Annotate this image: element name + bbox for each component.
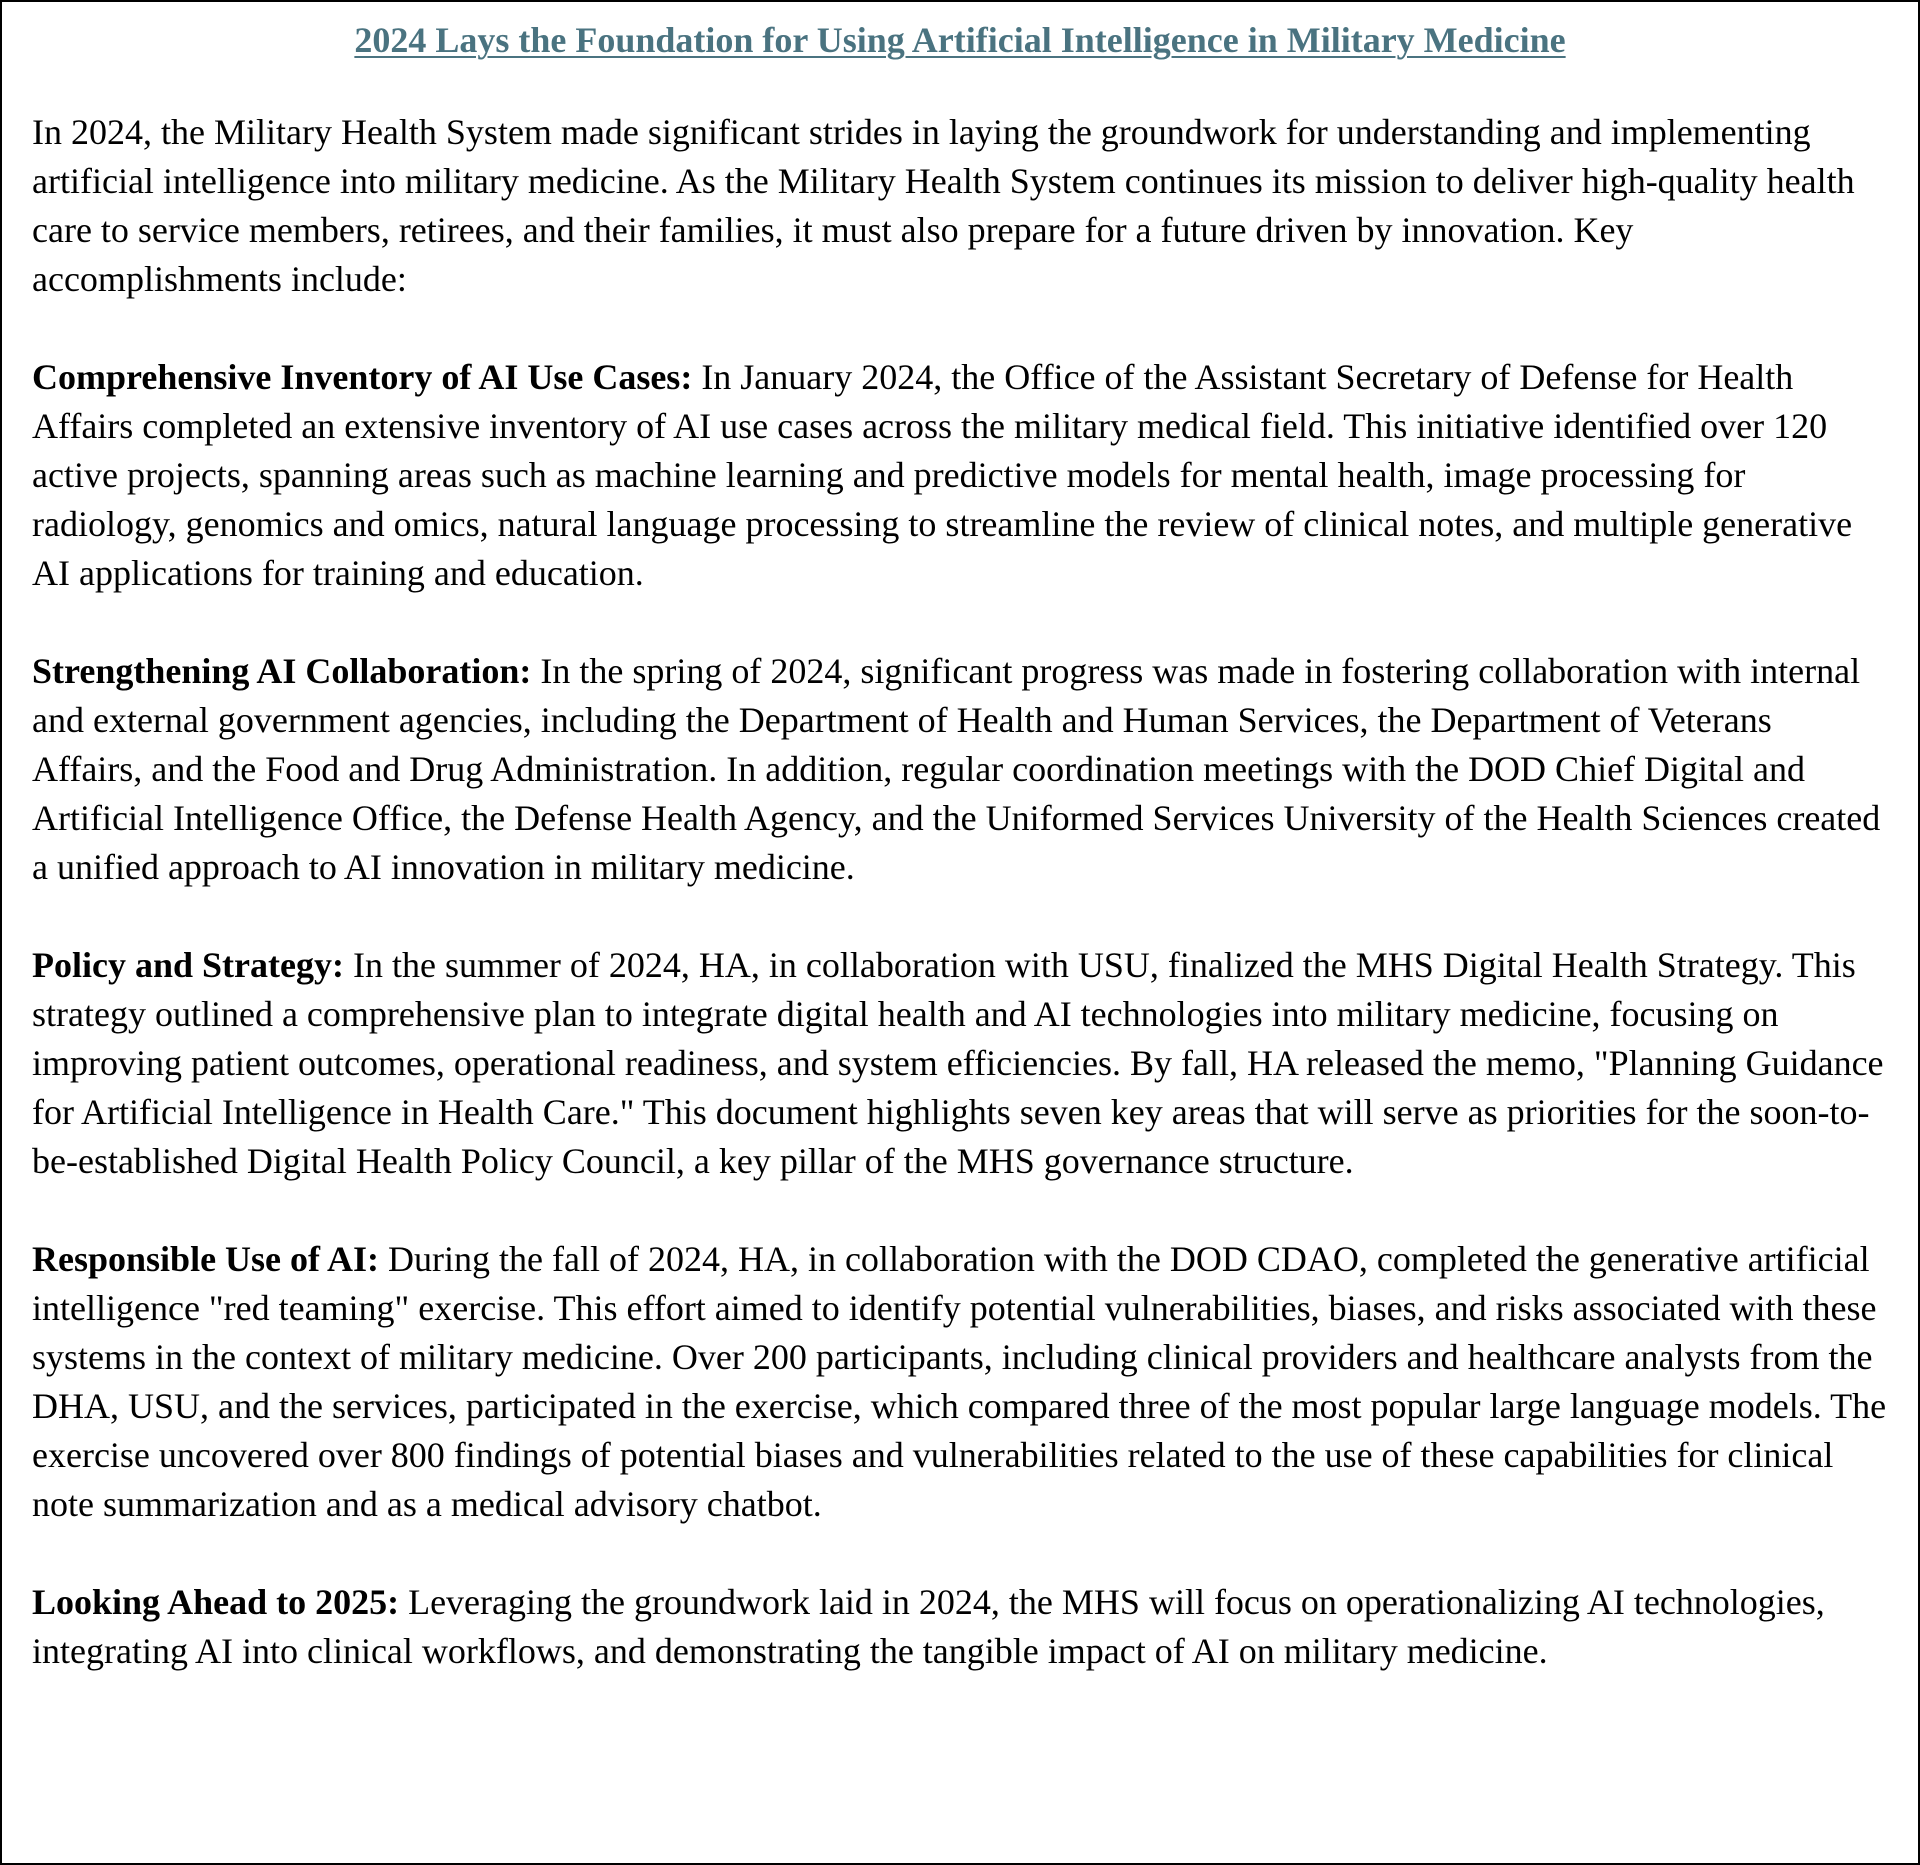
section-ai-inventory [32,353,1888,598]
section-heading: Responsible Use of AI: [32,1239,380,1279]
section-heading: Looking Ahead to 2025: [32,1582,400,1622]
section-body: In January 2024, the Office of the Assistant Secretary of Defense for Health Affairs completed an extensive inventory of AI use cases across the military medical field. This initiative identified over 120 active projects, spanning areas such as machine learning and predictive models for mental health, image processing for radiology, genomics and omics, natural language processing to streamline the review of clinical notes, and multiple generative AI applications for training and education. [32,357,1853,593]
section-responsible-use [32,1235,1888,1529]
section-body: During the fall of 2024, HA, in collaboration with the DOD CDAO, completed the generative artificial intelligence "red teaming" exercise. This effort aimed to identify potential vulnerabilities, biases, and risks associated with these systems in the context of military medicine. Over 200 participants, including clinical providers and healthcare analysts from the DHA, USU, and the services, participated in the exercise, which compared three of the most popular large language models. The exercise uncovered over 800 findings of potential biases and vulnerabilities related to the use of these capabilities for clinical note summarization and as a medical advisory chatbot. [32,1239,1887,1524]
document-title: 2024 Lays the Foundation for Using Artificial Intelligence in Military Medicine [354,20,1566,60]
section-looking-ahead [32,1578,1888,1676]
section-body: In the summer of 2024, HA, in collaboration with USU, finalized the MHS Digital Health Strategy. This strategy outlined a comprehensive plan to integrate digital health and AI technologies into military medicine, focusing on improving patient outcomes, operational readiness, and system efficiencies. By fall, HA released the memo, "Planning Guidance for Artificial Intelligence in Health Care." This document highlights seven key areas that will serve as priorities for the soon-to-be-established Digital Health Policy Council, a key pillar of the MHS governance structure. [32,945,1884,1181]
section-body: Leveraging the groundwork laid in 2024, the MHS will focus on operationalizing AI technologies, integrating AI into clinical workflows, and demonstrating the tangible impact of AI on military medicine. [32,1582,1825,1671]
section-ai-collaboration [32,647,1888,892]
intro-paragraph: In 2024, the Military Health System made significant strides in laying the groundwork for understanding and implementing artificial intelligence into military medicine. As the Military Health System continues its mission to deliver high-quality health care to service members, retirees, and their families, it must also prepare for a future driven by innovation. Key accomplishments include: [32,112,1855,299]
section-heading: Policy and Strategy: [32,945,344,985]
section-heading: Strengthening AI Collaboration: [32,651,532,691]
section-body: In the spring of 2024, significant progress was made in fostering collaboration with internal and external government agencies, including the Department of Health and Human Services, the Department of Veterans Affairs, and the Food and Drug Administration. In addition, regular coordination meetings with the DOD Chief Digital and Artificial Intelligence Office, the Defense Health Agency, and the Uniformed Services University of the Health Sciences created a unified approach to AI innovation in military medicine. [32,651,1881,887]
section-heading: Comprehensive Inventory of AI Use Cases: [32,357,693,397]
section-policy-strategy [32,941,1888,1186]
